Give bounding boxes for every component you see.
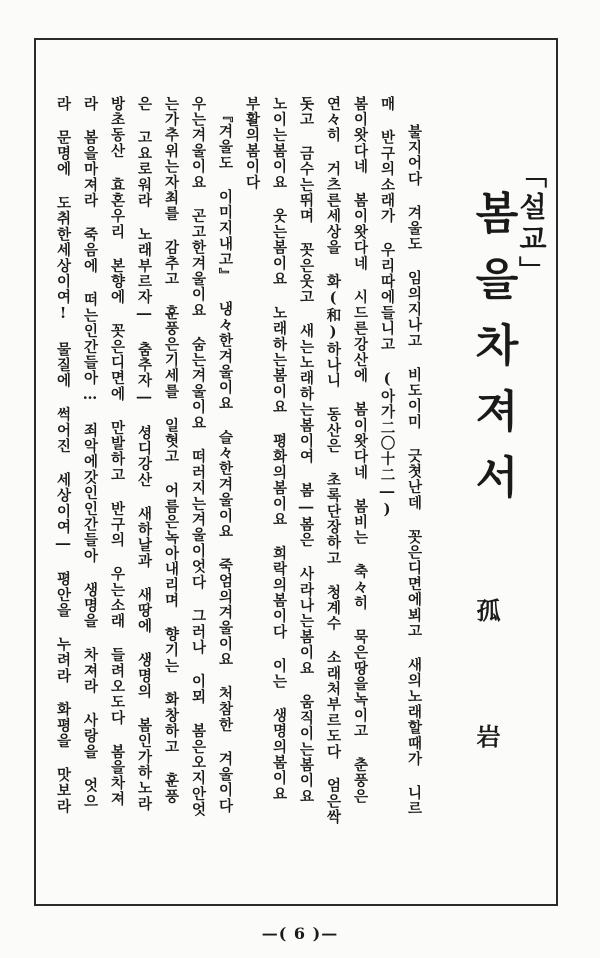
body-line-11: 은 고요로워라 노래부르자― 춤추자― 셩디강산 새하날과 새땅에 생명의 봄인가하노라 <box>135 96 153 812</box>
body-line-6: 노이는봄이요 웃는봄이요 노래하는봄이요 평화의봄이요 희락의봄이다 이는 생명의봄이요 <box>270 96 288 802</box>
author-name-char-2: 岩 <box>472 724 501 748</box>
body-line-2: 매 반구의소래가 우리따에들니고 (아가二〇十二―) <box>378 96 396 520</box>
body-line-12: 방초동산 효혼우리 본향에 꼿은디면에 만발하고 반구의 우는소래 들려오도다 봄을차져 <box>108 96 126 807</box>
body-line-4: 연々히 거츠른세상을 화(和)하나니 동산은 초록단장하고 청계수 소래처부르도다 엄은싹 <box>324 96 342 825</box>
page-number: —( 6 )— <box>261 924 339 943</box>
body-line-9: 우는겨울이요 곤고한겨울이요 숨는겨울이요 떠러지는겨울이엇다 그러나 이뫼 봄은오지안엇 <box>189 96 207 818</box>
body-line-8: 『겨울도 이미지내고』 냉々한겨울이요 슬々한겨울이요 죽엄의겨울이요 처참한 겨울이다 <box>216 108 234 814</box>
body-line-10: 는가추위는자최를 감추고 훈풍은기세를 일혓고 어름은녹아내리며 향기는 화창하고 훈풍 <box>162 96 180 805</box>
body-line-13: 라 봄을마져라 죽음에 떠는인간들아… 죄악에갓인인간들아 생명을 차져라 사랑을 엇으 <box>81 96 99 810</box>
article-title: 봄을차져서 <box>467 190 518 520</box>
section-category: 「설교」 <box>515 160 548 288</box>
body-line-7: 부활의봄이다 <box>243 96 261 191</box>
body-line-1: 불지어다 겨울도 임의지나고 비도이미 긋쳣난데 꼿은디면에뵈고 새의노래할때가 니르 <box>405 124 423 817</box>
body-line-14: 라 문명에 도취한세상이여! 물질에 썩어진 세상이여― 평안을 누려라 화평을 맛보라 <box>54 96 72 815</box>
body-line-5: 돗고 금수는뛰며 꼿은웃고 새는노래하는봄이여 봄―봄은 사라나는봄이요 움직이는봄이요 <box>297 96 315 805</box>
author-name-char-1: 孤 <box>472 598 501 622</box>
body-line-3: 봄이왓다네 봄이왓다네 시드른강산에 봄이왓다네 봄비는 축々히 묵은땅을녹이고 춘풍은 <box>351 96 369 805</box>
